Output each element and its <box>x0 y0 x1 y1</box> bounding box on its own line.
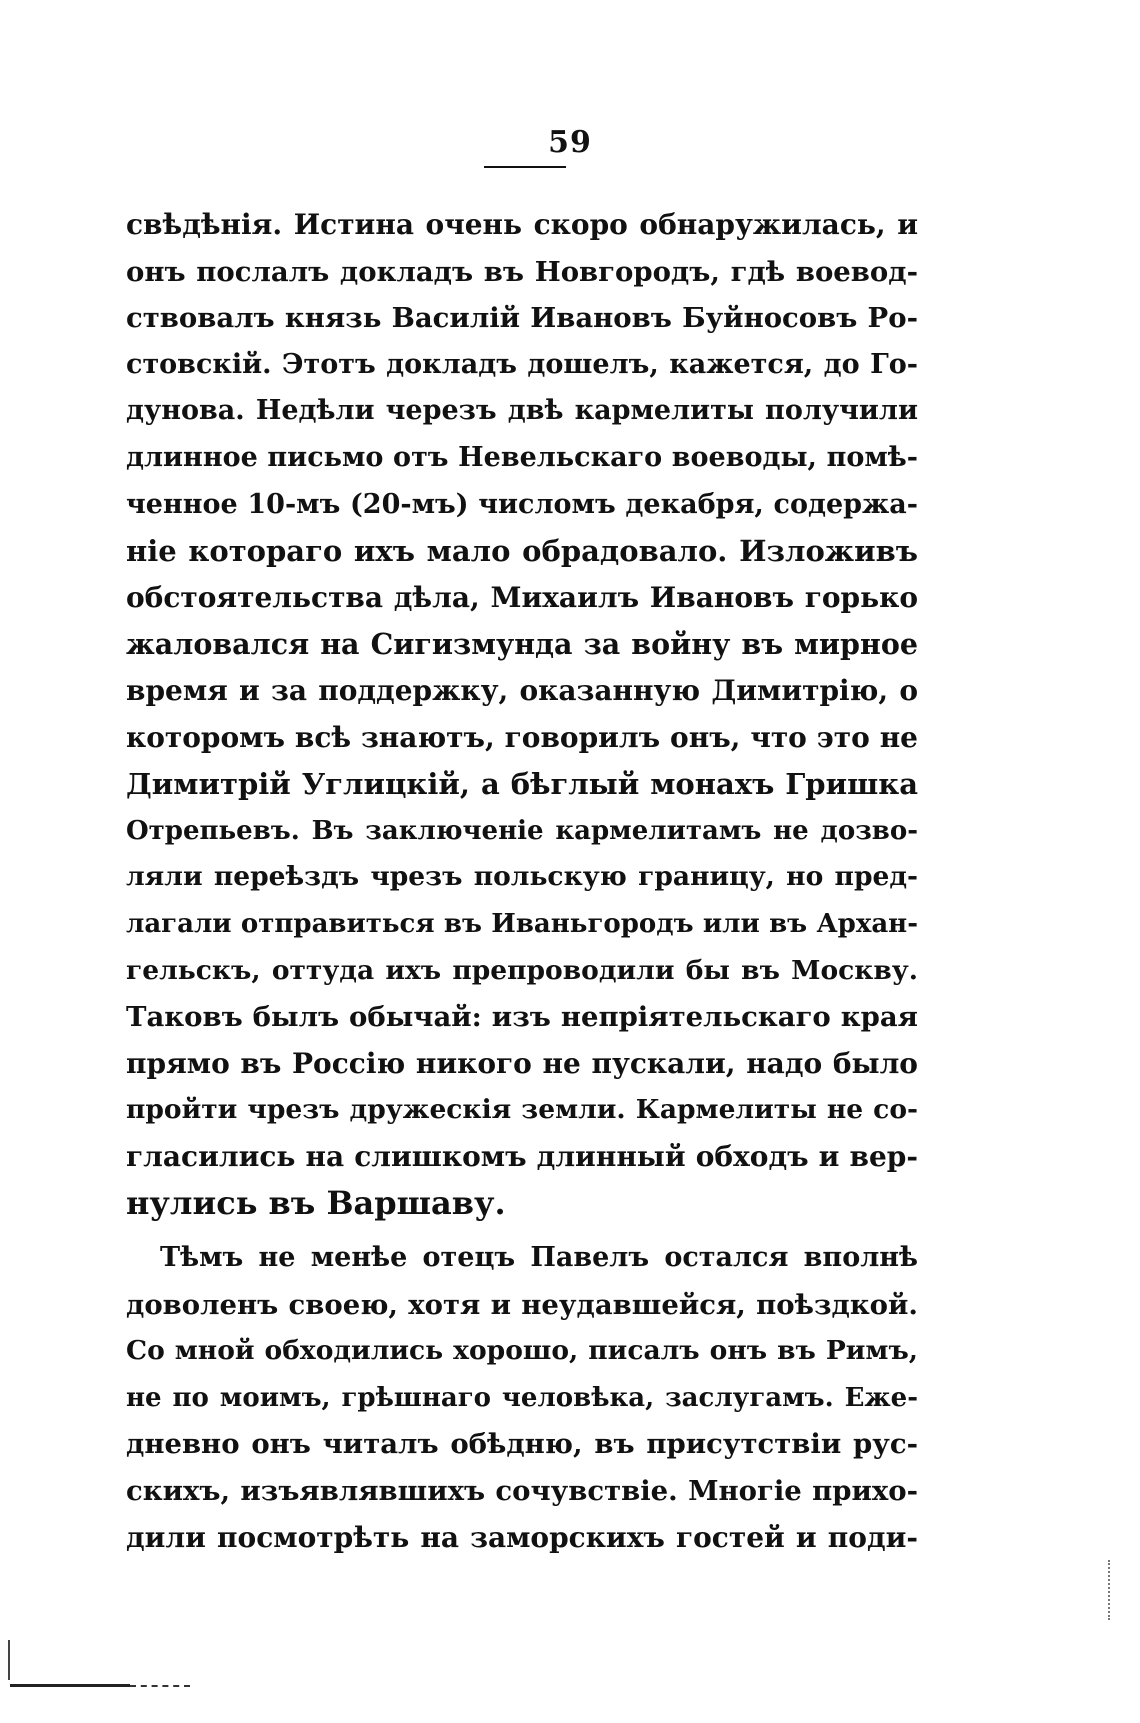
text-line: дневно онъ читалъ обѣдню, въ присутствіи рус- <box>126 1428 918 1461</box>
text-line: пройти чрезъ дружескія земли. Кармелиты не со- <box>126 1094 918 1126</box>
text-line: скихъ, изъявлявшихъ сочувствіе. Многіе прихо- <box>126 1475 918 1508</box>
text-line: обстоятельства дѣла, Михаилъ Ивановъ горько <box>126 580 918 614</box>
text-line: ніе котораго ихъ мало обрадовало. Изложивъ <box>126 534 918 569</box>
text-line: Отрепьевъ. Въ заключеніе кармелитамъ не дозво- <box>126 815 918 846</box>
text-line: нулись въ Варшаву. <box>126 1184 506 1223</box>
body-text <box>126 202 918 1561</box>
text-line: онъ послалъ докладъ въ Новгородъ, гдѣ воевод- <box>126 255 918 288</box>
text-line: длинное письмо отъ Невельскаго воеводы, помѣ- <box>126 441 918 473</box>
page-number: 59 <box>548 125 592 160</box>
text-line: ствовалъ князь Василій Ивановъ Буйносовъ Ро- <box>126 302 918 335</box>
scan-artifact-bottom-dashes <box>130 1685 190 1689</box>
text-line: гельскъ, оттуда ихъ препроводили бы въ Москву. <box>126 954 918 986</box>
text-line: доволенъ своею, хотя и неудавшейся, поѣздкой. <box>126 1288 918 1321</box>
text-line: лагали отправиться въ Иваньгородъ или въ Архан- <box>126 908 918 939</box>
page-number-rule <box>484 166 566 168</box>
text-line: ченное 10-мъ (20-мъ) числомъ декабря, содержа- <box>126 488 918 520</box>
text-line: Таковъ былъ обычай: изъ непріятельскаго края <box>126 1001 918 1034</box>
scan-artifact-bottom <box>10 1684 130 1687</box>
text-line: не по моимъ, грѣшнаго человѣка, заслугамъ. Еже- <box>126 1382 918 1413</box>
text-line: ляли переѣздъ чрезъ польскую границу, но пред- <box>126 861 918 893</box>
text-line: прямо въ Россію никого не пускали, надо было <box>126 1046 918 1080</box>
text-line: дили посмотрѣть на заморскихъ гостей и поди- <box>126 1520 918 1554</box>
text-line: Димитрій Углицкій, а бѣглый монахъ Гришка <box>126 767 918 802</box>
text-line: свѣдѣнія. Истина очень скоро обнаружилась, и <box>126 208 918 241</box>
scan-artifact-right <box>1108 1560 1112 1620</box>
scan-artifact-left <box>8 1640 10 1680</box>
text-line: Со мной обходились хорошо, писалъ онъ въ Римъ, <box>126 1335 918 1367</box>
text-line: стовскій. Этотъ докладъ дошелъ, кажется, до Го- <box>126 348 918 380</box>
text-line: время и за поддержку, оказанную Димитрію, о <box>126 673 918 707</box>
text-line: дунова. Недѣли черезъ двѣ кармелиты получили <box>126 395 918 427</box>
text-line: Тѣмъ не менѣе отецъ Павелъ остался вполнѣ <box>160 1242 918 1274</box>
text-line: которомъ всѣ знаютъ, говорилъ онъ, что это не <box>126 720 918 754</box>
paragraph-gap <box>126 1227 918 1235</box>
text-line: гласились на слишкомъ длинный обходъ и вер- <box>126 1139 918 1173</box>
text-line: жаловался на Сигизмунда за войну въ мирное <box>126 627 918 662</box>
